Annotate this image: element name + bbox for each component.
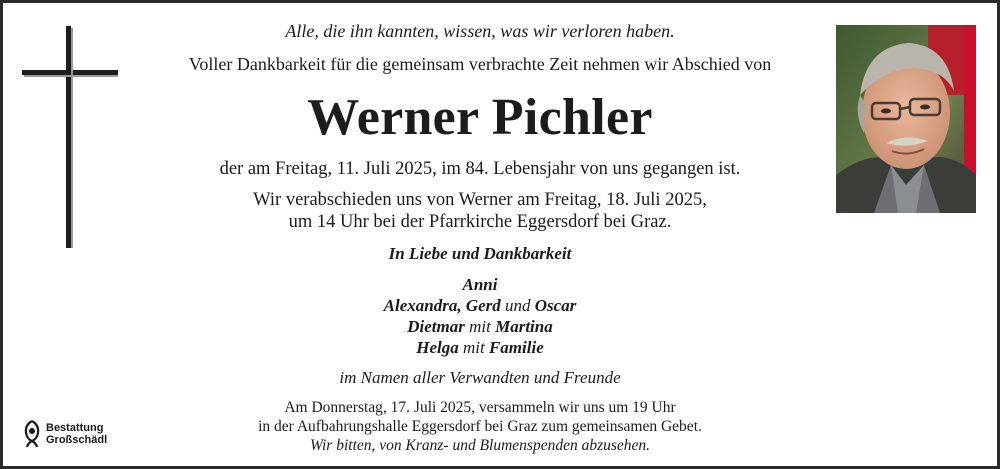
family-name: Helga — [416, 338, 459, 357]
wake-line-2: in der Aufbahrungshalle Eggersdorf bei Graz zum gemeinsamen Gebet. — [258, 418, 702, 435]
family-name: Familie — [488, 338, 544, 357]
funeral-line-2: um 14 Uhr bei der Pfarrkirche Eggersdorf bei Graz. — [288, 212, 672, 232]
opening-quote: Alle, die ihn kannten, wissen, was wir verloren haben. — [285, 21, 675, 41]
funeral-line-1: Wir verabschieden uns von Werner am Freitag, 18. Juli 2025, — [253, 190, 707, 210]
relatives-line: im Namen aller Verwandten und Freunde — [339, 368, 621, 387]
logo-line-1: Bestattung — [46, 422, 104, 434]
funeral-home-logo — [22, 418, 107, 450]
family-name: Dietmar — [407, 317, 465, 336]
cross-icon — [22, 26, 118, 248]
family-line — [130, 337, 830, 358]
death-date-line: der am Freitag, 11. Juli 2025, im 84. Lebensjahr von uns gegangen ist. — [219, 159, 741, 179]
family-joiner: mit — [462, 338, 485, 357]
wake-line-1: Am Donnerstag, 17. Juli 2025, versammeln wir uns um 19 Uhr — [284, 399, 676, 416]
intro-line: Voller Dankbarkeit für die gemeinsam verbrachte Zeit nehmen wir Abschied von — [188, 54, 772, 74]
family-joiner: mit — [469, 317, 491, 336]
funeral-home-logo-icon — [22, 419, 42, 449]
family-joiner: und — [505, 296, 531, 315]
family-line — [130, 316, 830, 337]
logo-line-2: Großschädl — [46, 434, 108, 446]
family-line — [130, 274, 830, 295]
family-name: Anni — [462, 275, 498, 294]
family-name: Oscar — [534, 296, 577, 315]
deceased-name: Werner Pichler — [307, 89, 653, 146]
family-line — [130, 295, 830, 316]
family-name: Alexandra, Gerd — [383, 296, 501, 315]
love-line: In Liebe und Dankbarkeit — [388, 244, 572, 263]
family-name: Martina — [495, 317, 553, 336]
portrait-photo — [836, 25, 976, 213]
flowers-line: Wir bitten, von Kranz- und Blumenspenden abzusehen. — [309, 437, 651, 454]
